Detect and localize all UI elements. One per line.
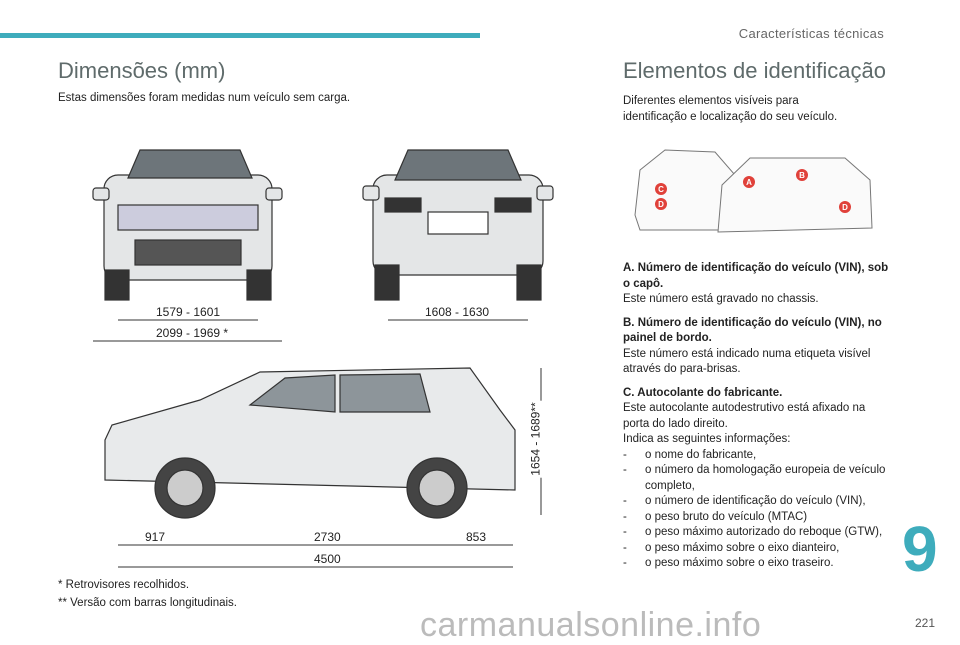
- identification-title: Elementos de identificação: [623, 58, 886, 83]
- dim-height: 1654 - 1689**: [528, 402, 543, 476]
- dim-length: 4500: [314, 552, 341, 566]
- dimensions-title: Dimensões (mm): [58, 58, 226, 83]
- item-b: B. Número de identificação do veículo (VIN), no painel de bordo. Este número está indicado numa etiqueta visível através do para-brisas.: [623, 316, 882, 375]
- section-title: Características técnicas: [738, 26, 884, 41]
- dim-front-overhang: 917: [145, 530, 166, 544]
- list-item: - o peso máximo autorizado do reboque (GTW),: [623, 526, 883, 538]
- marker-d: D: [658, 200, 664, 209]
- dimensions-intro: Estas dimensões foram medidas num veículo sem carga.: [58, 92, 351, 104]
- dim-rear-track: 1608 - 1630: [425, 305, 490, 319]
- side-view-car: [105, 368, 515, 518]
- identification-items: [623, 261, 893, 572]
- marker-a: A: [746, 178, 752, 187]
- list-item: - o número da homologação europeia de veículo completo,: [623, 464, 886, 492]
- dim-front-track: 1579 - 1601: [156, 305, 221, 319]
- marker-c: C: [658, 185, 664, 194]
- marker-d-2: D: [842, 203, 848, 212]
- rear-view-car: [363, 150, 553, 300]
- list-item: - o peso máximo sobre o eixo traseiro.: [623, 557, 834, 569]
- footnote-2: ** Versão com barras longitudinais.: [58, 597, 237, 609]
- id-vehicles: [635, 150, 872, 232]
- dim-wheelbase: 2730: [314, 530, 341, 544]
- chapter-number: 9: [902, 513, 938, 585]
- item-a: A. Número de identificação do veículo (VIN), sob o capô. Este número está gravado no chassis.: [623, 262, 889, 305]
- page-number: 221: [915, 616, 936, 630]
- marker-b: B: [799, 171, 805, 180]
- list-item: - o peso bruto do veículo (MTAC): [623, 510, 808, 523]
- dim-width: 2099 - 1969 *: [156, 326, 229, 340]
- list-intro: Indica as seguintes informações:: [623, 433, 791, 445]
- list-item: - o nome do fabricante,: [623, 448, 757, 461]
- footnote-1: * Retrovisores recolhidos.: [58, 579, 190, 591]
- list-item: - o peso máximo sobre o eixo dianteiro,: [623, 541, 840, 554]
- list-item: - o número de identificação do veículo (VIN),: [623, 495, 866, 507]
- dim-rear-overhang: 853: [466, 530, 487, 544]
- identification-intro: Diferentes elementos visíveis para identificação e localização do seu veículo.: [623, 95, 838, 123]
- watermark: carmanualsonline.info: [420, 606, 762, 644]
- front-view-car: [93, 150, 282, 300]
- item-c: C. Autocolante do fabricante. Este autocolante autodestrutivo está afixado na porta do lado direito.: [623, 386, 866, 430]
